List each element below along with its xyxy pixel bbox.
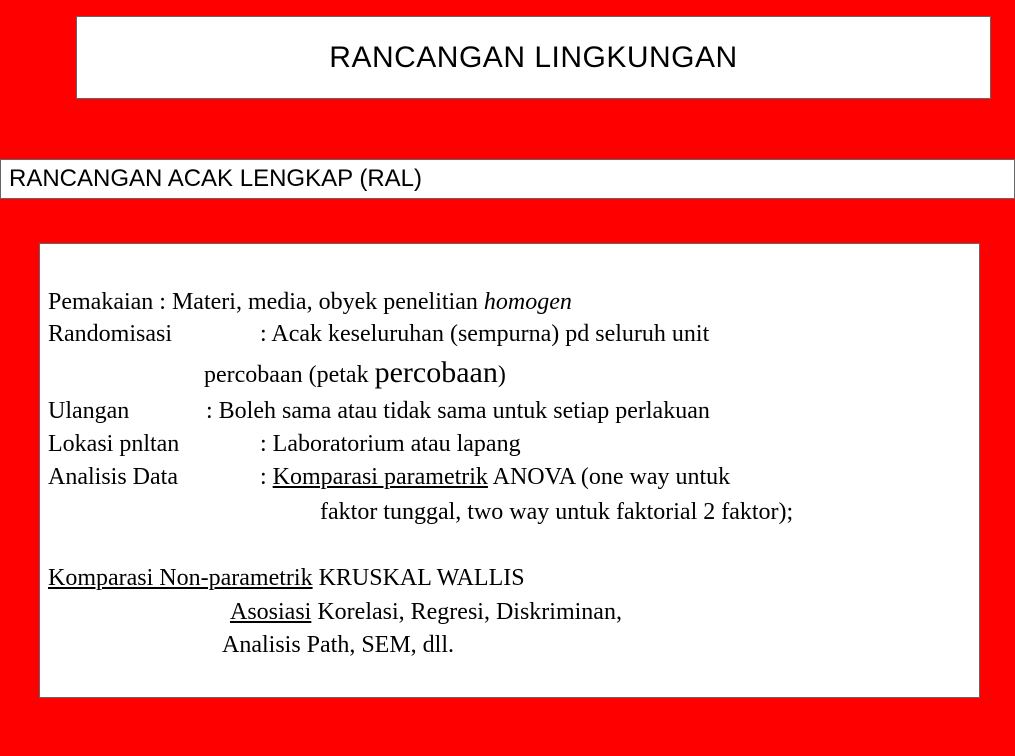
underlined-nonparametrik: Komparasi Non-parametrik <box>48 565 313 591</box>
row-randomisasi-cont <box>204 358 506 388</box>
label-pemakaian: Pemakaian <box>48 289 154 315</box>
text-lokasi: Laboratorium atau lapang <box>272 431 521 457</box>
text-ulangan: Boleh sama atau tidak sama untuk setiap perlakuan <box>218 398 710 424</box>
row-analisis-text <box>260 465 730 489</box>
row-analisis-cont: faktor tunggal, two way untuk faktorial 2 faktor); <box>320 499 794 525</box>
sep: : <box>206 398 213 424</box>
row-asosiasi-cont: Analisis Path, SEM, dll. <box>222 632 455 658</box>
subtitle-bar <box>0 159 1015 199</box>
label-analisis: Analisis Data <box>48 464 178 490</box>
row-lokasi-text <box>260 432 521 456</box>
section-heading: RANCANGAN ACAK LENGKAP (RAL) <box>9 165 423 192</box>
text-randomisasi: Acak keseluruhan (sempurna) pd seluruh unit <box>271 321 710 347</box>
text-asosiasi: Korelasi, Regresi, Diskriminan, <box>317 599 622 625</box>
row-randomisasi-text <box>260 322 709 346</box>
emph-homogen: homogen <box>483 289 572 315</box>
cont-end: ) <box>497 362 506 388</box>
row-ulangan-text <box>206 399 710 423</box>
row-nonparam <box>48 566 525 590</box>
row-asosiasi <box>230 600 622 624</box>
underlined-asosiasi: Asosiasi <box>230 599 312 625</box>
sep: : <box>260 431 267 457</box>
text-nonparam: KRUSKAL WALLIS <box>318 565 525 591</box>
label-randomisasi: Randomisasi <box>48 321 172 347</box>
underlined-parametrik: Komparasi parametrik <box>272 464 488 490</box>
label-lokasi: Lokasi pnltan <box>48 431 180 457</box>
label-ulangan: Ulangan <box>48 398 130 424</box>
cont-small: percobaan (petak <box>204 362 369 388</box>
title-box <box>76 16 991 99</box>
sep: : <box>260 321 267 347</box>
cont-big: percobaan <box>374 356 498 389</box>
text-pemakaian: Materi, media, obyek penelitian <box>171 289 478 315</box>
sep: : <box>260 464 267 490</box>
row-pemakaian <box>48 290 572 314</box>
sep: : <box>159 289 166 315</box>
content-panel <box>39 243 980 698</box>
slide-title: RANCANGAN LINGKUNGAN <box>329 40 738 74</box>
text-analisis: ANOVA (one way untuk <box>492 464 731 490</box>
